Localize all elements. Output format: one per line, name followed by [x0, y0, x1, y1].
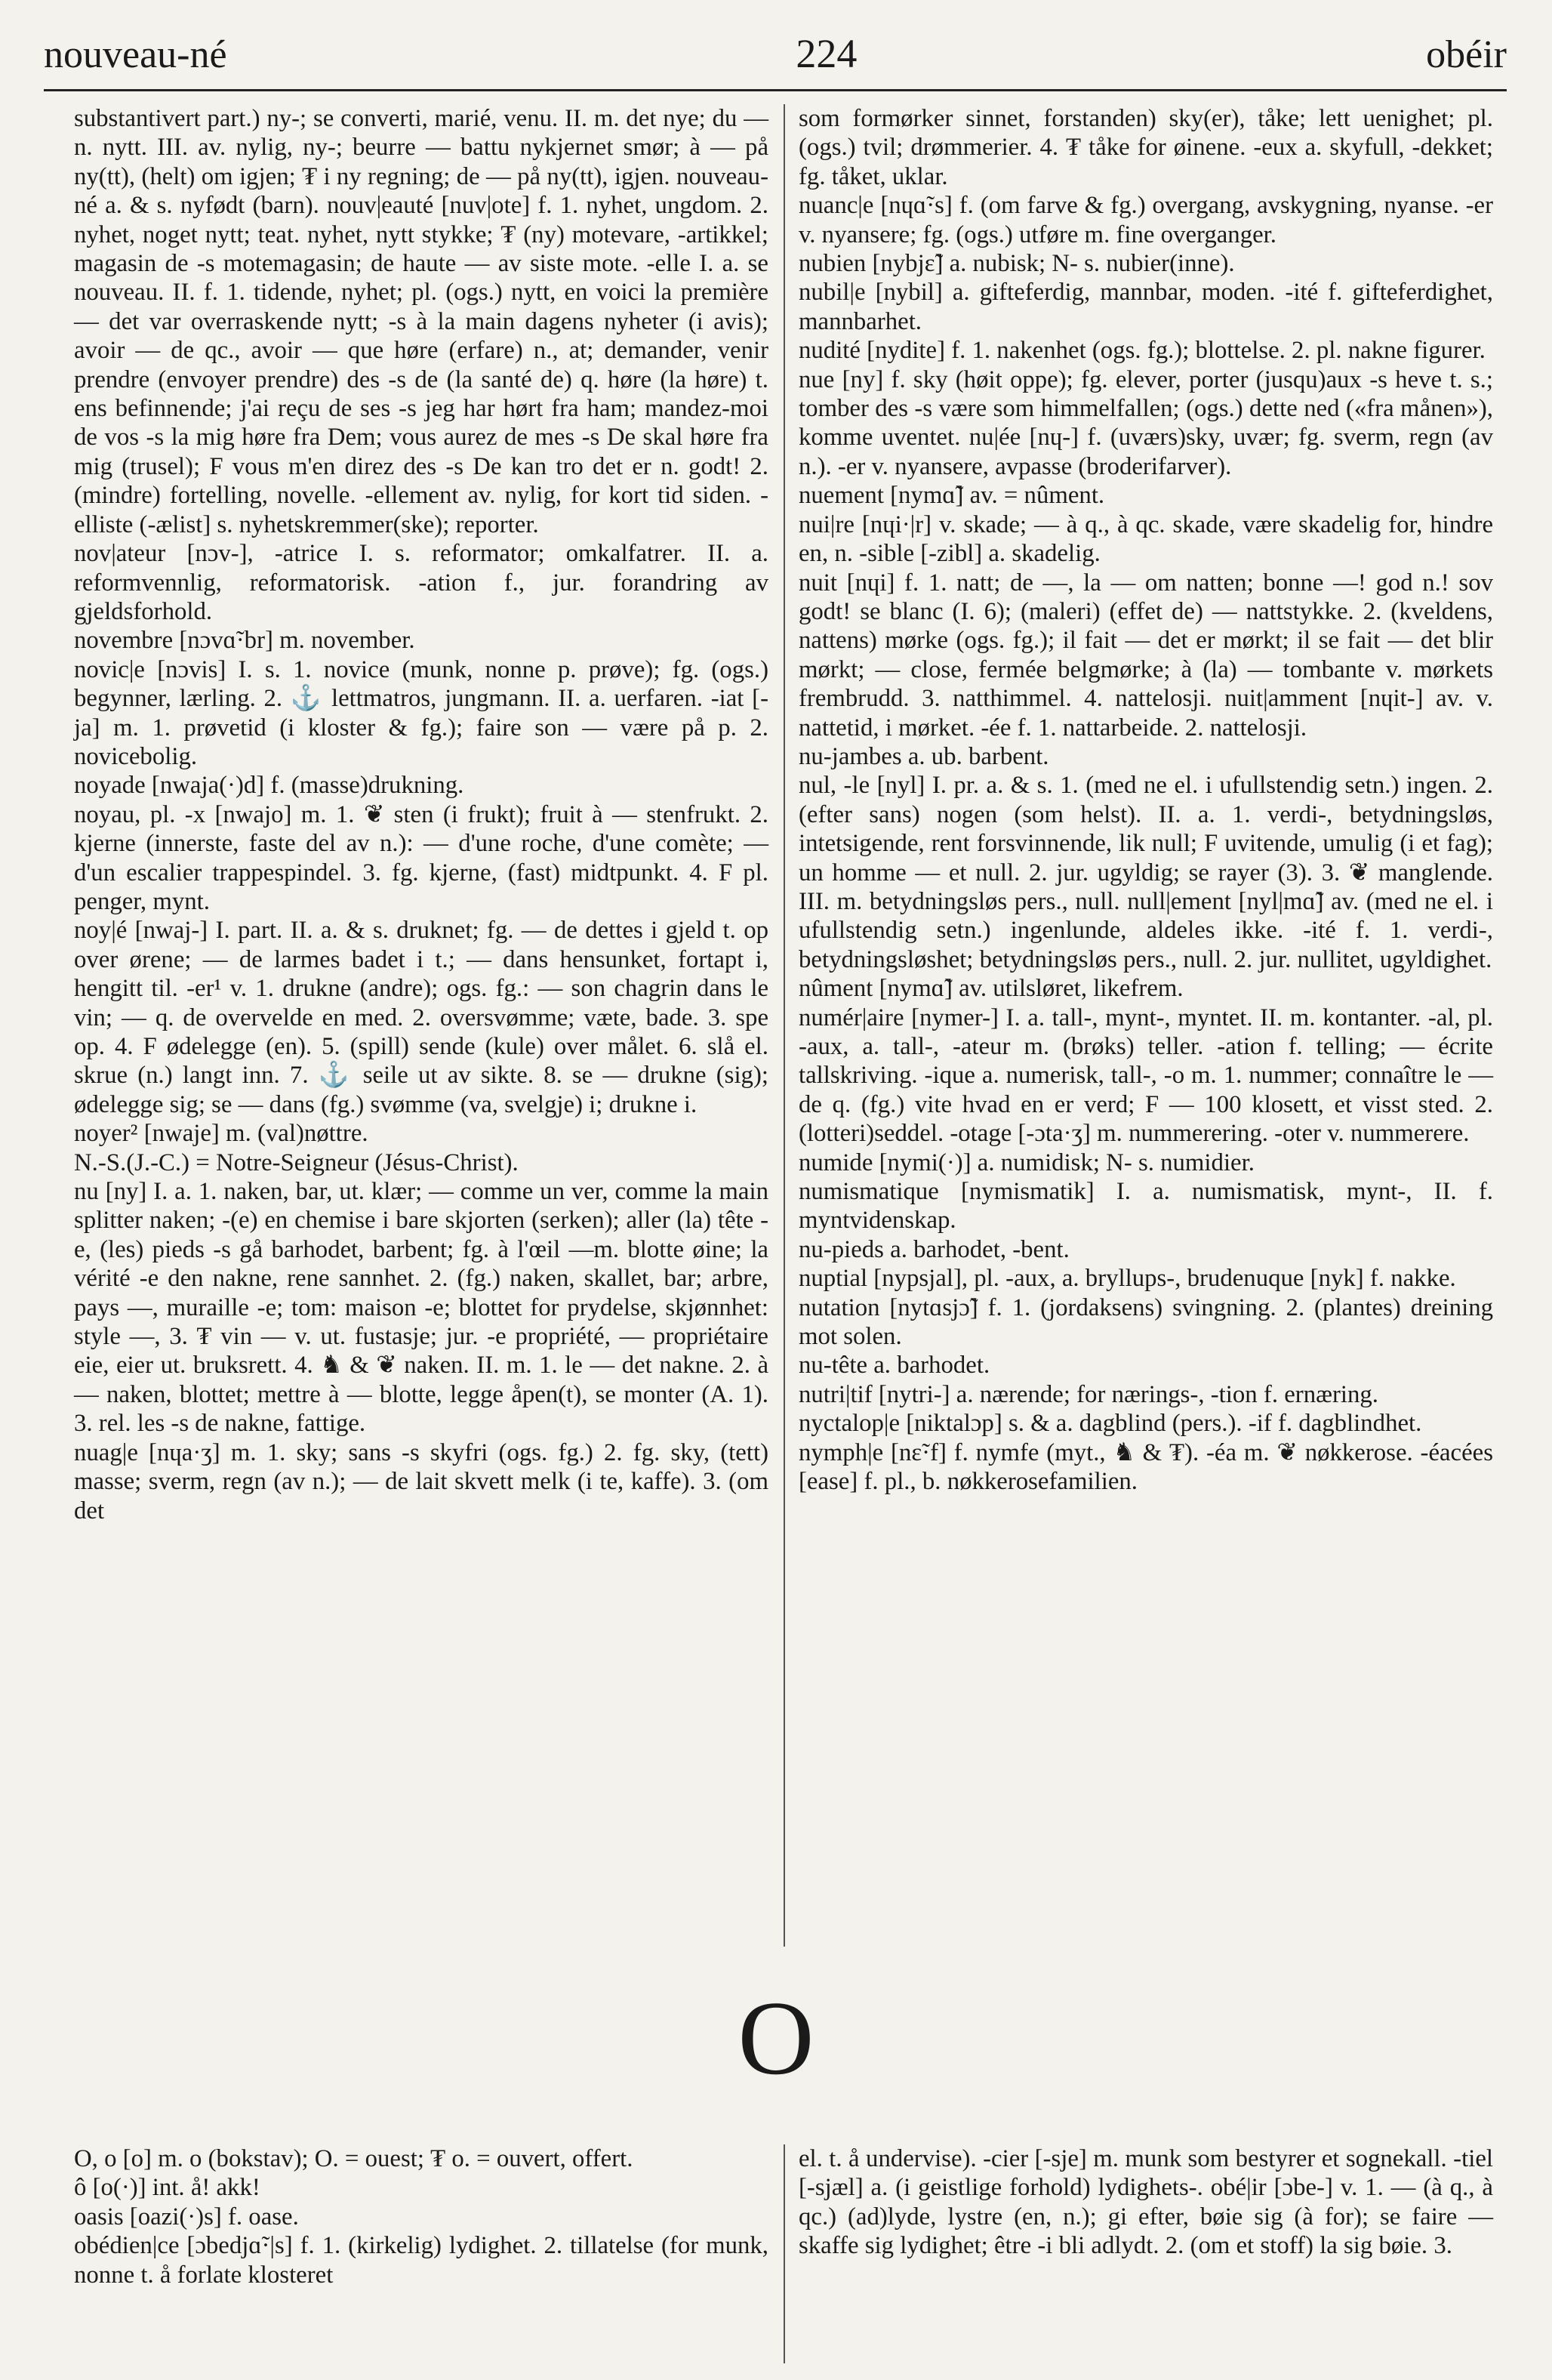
dictionary-entry: numismatique [nymismatik] I. a. numismatisk, mynt-, II. f. myntvidenskap.: [799, 1178, 1493, 1235]
dictionary-entry: oasis [oazi(·)s] f. oase.: [74, 2203, 299, 2230]
dictionary-entry: nu-jambes a. ub. barbent.: [799, 742, 1049, 770]
dictionary-entry: nutri|tif [nytri-] a. nærende; for nærings-, -tion f. ernæring.: [799, 1380, 1379, 1408]
section-letter-heading: O: [738, 1980, 814, 2097]
dictionary-entry: nu-tête a. barhodet.: [799, 1352, 990, 1380]
dictionary-entry: noy|é [nwaj-] I. part. II. a. & s. druknet; fg. — de dettes i gjeld t. op over ørene; — de larmes badet i t.; — dans hensunket, fortapt i, hengitt til. -er¹ v. 1. drukne (andre); ogs. fg.: — son chagrin dans le vin; — q. de overvelde en med. 2. oversvømme; væte, bade. 3. spe op. 4. F ødelegge (en). 5. (spill) sende (kule) over målet. 6. slå el. skrue (n.) langt inn. 7. ⚓ seile ut av sikte. 8. se — drukne (sig); ødelegge sig; se — dans (fg.) svømme (va, svelgje) i; drukne i.: [74, 917, 768, 1118]
header-rule: [44, 89, 1507, 91]
dictionary-entry: nu [ny] I. a. 1. naken, bar, ut. klær; — comme un ver, comme la main splitter naken; -(e) en chemise i bare skjorten (serken); aller (la) tête -e, (les) pieds -s gå barhodet, barbent; fg. à l'œil —m. blotte øine; la vérité -e den nakne, rene sannhet. 2. (fg.) naken, skallet, bar; arbre, pays —, muraille -e; tom: maison -e; blottet for prydelse, skjønnhet: style —, 3. ₮ vin — v. ut. fustasje; jur. -e propriété, — propriétaire eie, eier ut. bruksrett. 4. ♞ & ❦ naken. II. m. 1. le — det nakne. 2. à — naken, blottet; mettre à — blotte, legge åpen(t), se monter (A. 1). 3. rel. les -s de nakne, fattige.: [74, 1178, 768, 1438]
dictionary-entry: numide [nymi(·)] a. numidisk; N- s. numidier.: [799, 1148, 1255, 1176]
dictionary-entry: ô [o(·)] int. å! akk!: [74, 2174, 260, 2202]
dictionary-entry: nubien [nybjɛ̃] a. nubisk; N- s. nubier(inne).: [799, 250, 1235, 278]
dictionary-entry: nul, -le [nyl] I. pr. a. & s. 1. (med ne el. i ufullstendig setn.) ingen. 2. (efter sans) nogen (som helst). II. a. 1. verdi-, betydningsløs, intetsigende, rent forsvinnende, lik null; F uvitende, umulig (i et fag); un homme — et null. 2. jur. ugyldig; se rayer (3). 3. ❦ manglende. III. m. betydningsløs pers., null. null|ement [nyl|mɑ̃] av. (med ne el. i ufullstendig setn.) ingenlunde, aldeles ikke. -ité f. 1. verdi-, betydningsløshet; betydningsløs pers., null. 2. jur. nullitet, ugyldighet.: [799, 772, 1493, 973]
left-running-head: nouveau-né: [44, 33, 227, 76]
dictionary-entry: nuptial [nypsjal], pl. -aux, a. bryllups-, brudenuque [nyk] f. nakke.: [799, 1265, 1456, 1293]
dictionary-entry: numér|aire [nymer-] I. a. tall-, mynt-, myntet. II. m. kontanter. -al, pl. -aux, a. tall-, -ateur m. (brøks) teller. -ation f. telling; — écrite tallskriving. -ique a. numerisk, tall-, -o m. 1. nummer; connaître le — de q. (fg.) vite hvad en er verd; F — 100 klosett, et visst sted. 2. (lotteri)seddel. -otage [-ɔta·ʒ] m. nummerering. -oter v. nummerere.: [799, 1003, 1493, 1148]
left-column: [74, 104, 768, 1525]
page-number: 224: [796, 31, 858, 76]
right-running-head: obéir: [1426, 33, 1507, 76]
dictionary-entry: nymph|e [nɛ̃·f] f. nymfe (myt., ♞ & ₮). -éa m. ❦ nøkkerose. -éacées [ease] f. pl., b. nøkkerosefamilien.: [799, 1438, 1493, 1496]
bottom-column-divider: [784, 2144, 785, 2363]
column-divider: [784, 104, 785, 1947]
page-header: [44, 30, 1507, 91]
dictionary-entry: obédien|ce [ɔbedjɑ̃·|s] f. 1. (kirkelig) lydighet. 2. tillatelse (for munk, nonne t. å forlate klosteret: [74, 2232, 768, 2289]
dictionary-entry: nuit [nɥi] f. 1. natt; de —, la — om natten; bonne —! god n.! sov godt! se blanc (I. 6); (maleri) (effet de) — nattstykke. 2. (kveldens, nattens) mørke (ogs. fg.); il fait — det er mørkt; il se fait — det blir mørkt; — close, fermée belgmørke; à (la) — tombante v. mørkets frembrudd. 3. natthimmel. 4. nattelosji. nuit|amment [nɥit-] av. v. nattetid, i mørket. -ée f. 1. nattarbeide. 2. nattelosji.: [799, 569, 1493, 741]
dictionary-entry: el. t. å undervise). -cier [-sje] m. munk som bestyrer et sognekall. -tiel [-sjæl] a. (i geistlige forhold) lydighets-. obé|ir [ɔbe-] v. 1. — (à q., à qc.) (ad)lyde, lystre (en, n.); gi efter, bøie sig (à for); se faire — skaffe sig lydighet; être -i bli adlydt. 2. (om et stoff) la sig bøie. 3.: [799, 2145, 1493, 2260]
dictionary-entry: noyade [nwaja(·)d] f. (masse)drukning.: [74, 772, 464, 800]
dictionary-entry: nuement [nymɑ̃] av. = nûment.: [799, 482, 1105, 510]
dictionary-entry: nutation [nytɑsjɔ̃] f. 1. (jordaksens) svingning. 2. (plantes) dreining mot solen.: [799, 1293, 1493, 1351]
dictionary-entry: nu-pieds a. barhodet, -bent.: [799, 1235, 1070, 1263]
dictionary-entry: O, o [o] m. o (bokstav); O. = ouest; ₮ o. = ouvert, offert.: [74, 2145, 633, 2172]
right-column: [799, 104, 1493, 1497]
dictionary-entry: noyer² [nwaje] m. (val)nøttre.: [74, 1120, 368, 1148]
dictionary-entry: novic|e [nɔvis] I. s. 1. novice (munk, nonne p. prøve); fg. (ogs.) begynner, lærling. 2. ⚓ lettmatros, jungmann. II. a. uerfaren. -iat [-ja] m. 1. prøvetid (i kloster & fg.); faire son — være på p. 2. novicebolig.: [74, 655, 768, 770]
dictionary-entry: novembre [nɔvɑ̃·br] m. november.: [74, 627, 415, 655]
dictionary-entry: nubil|e [nybil] a. gifteferdig, mannbar, moden. -ité f. gifteferdighet, mannbarhet.: [799, 279, 1493, 335]
dictionary-entry: som formørker sinnet, forstanden) sky(er), tåke; lett uenighet; pl. (ogs.) tvil; drømmerier. 4. ₮ tåke for øinene. -eux a. skyfull, -dekket; fg. tåket, uklar.: [799, 105, 1493, 190]
dictionary-entry: nuanc|e [nɥɑ̃·s] f. (om farve & fg.) overgang, avskygning, nyanse. -er v. nyansere; fg. (ogs.) utføre m. fine overganger.: [799, 192, 1493, 248]
dictionary-entry: noyau, pl. -x [nwajo] m. 1. ❦ sten (i frukt); fruit à — stenfrukt. 2. kjerne (innerste, faste del av n.): — d'une roche, d'une comète; — d'un escalier trappespindel. 3. fg. kjerne, (fast) midtpunkt. 4. F pl. penger, mynt.: [74, 800, 768, 915]
dictionary-entry: nudité [nydite] f. 1. nakenhet (ogs. fg.); blottelse. 2. pl. nakne figurer.: [799, 337, 1486, 365]
dictionary-entry: nui|re [nɥi·|r] v. skade; — à q., à qc. skade, være skadelig for, hindre en, n. -sible [-zibl] a. skadelig.: [799, 510, 1493, 568]
bottom-left-column: [74, 2144, 768, 2289]
dictionary-entry: nue [ny] f. sky (høit oppe); fg. elever, porter (jusqu)aux -s heve t. s.; tomber des -s være som himmelfallen; (ogs.) dette ned («fra månen»), komme uventet. nu|ée [nɥ-] f. (uværs)sky, uvær; fg. sverm, regn (av n.). -er v. nyansere, avpasse (broderifarver).: [799, 365, 1493, 480]
dictionary-entry: N.-S.(J.-C.) = Notre-Seigneur (Jésus-Christ).: [74, 1148, 519, 1176]
dictionary-entry: nyctalop|e [niktalɔp] s. & a. dagblind (pers.). -if f. dagblindhet.: [799, 1410, 1422, 1438]
dictionary-entry: nuag|e [nɥa·ʒ] m. 1. sky; sans -s skyfri (ogs. fg.) 2. fg. sky, (tett) masse; sverm, regn (av n.); — de lait skvett melk (i te, kaffe). 3. (om det: [74, 1438, 768, 1524]
dictionary-entry: nov|ateur [nɔv-], -atrice I. s. reformator; omkalfatrer. II. a. reformvennlig, reformatorisk. -ation f., jur. forandring av gjeldsforhold.: [74, 540, 768, 625]
bottom-right-column: [799, 2144, 1493, 2261]
dictionary-entry: substantivert part.) ny-; se converti, marié, venu. II. m. det nye; du — n. nytt. III. av. nylig, ny-; beurre — battu nykjernet smør; à — på ny(tt), (helt) om igjen; ₮ i ny regning; de — på ny(tt), igjen. nouveau-né a. & s. nyfødt (barn). nouv|eauté [nuv|ote] f. 1. nyhet, ungdom. 2. nyhet, noget nytt; teat. nyhet, nytt stykke; ₮ (ny) motevare, -artikkel; magasin de -s motemagasin; de haute — av siste mote. -elle I. a. se nouveau. II. f. 1. tidende, nyhet; pl. (ogs.) nytt, en voici la première — det var overraskende nytt; -s à la main dagens nyheter (i avis); avoir — de qc., avoir — que høre (erfare) n., at; demander, venir prendre (envoyer prendre) des -s de (la santé de) q. høre (la høre) t. ens befinnende; j'ai reçu de ses -s jeg har hørt fra ham; mandez-moi de vos -s la mig høre fra Dem; vous aurez de mes -s De skal høre fra mig (trusel); F vous m'en direz des -s De kan tro det er n. godt! 2. (mindre) fortelling, novelle. -ellement av. nylig, for kort tid siden. -elliste (-ælist] s. nyhetskremmer(ske); reporter.: [74, 105, 768, 538]
dictionary-entry: nûment [nymɑ̃] av. utilsløret, likefrem.: [799, 975, 1184, 1003]
